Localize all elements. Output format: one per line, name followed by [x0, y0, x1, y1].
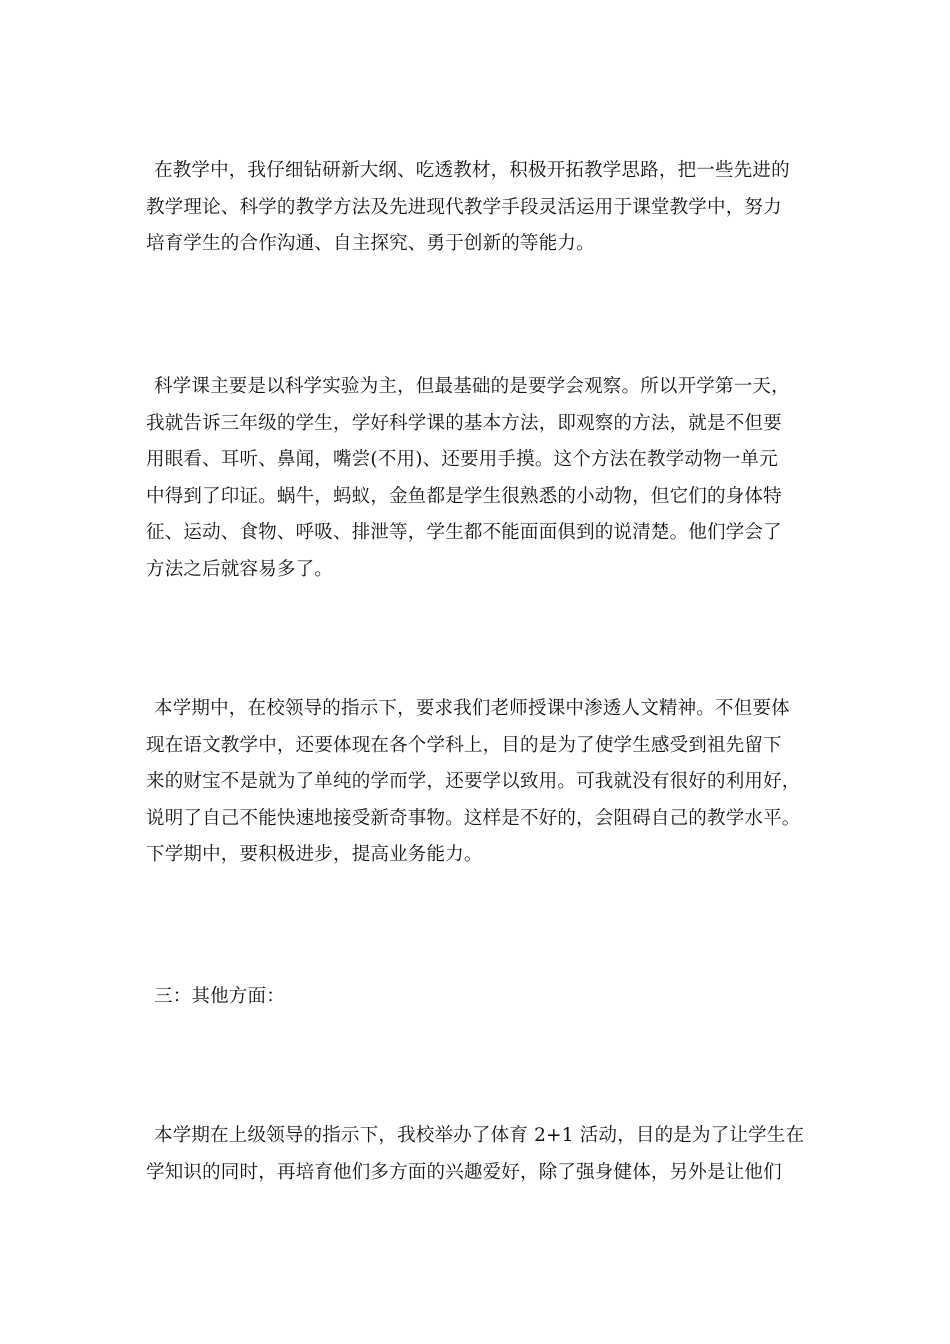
paragraph-science-class [146, 369, 811, 588]
section-heading-other-aspects [146, 979, 811, 1016]
paragraph-line: 现在语文教学中，还要体现在各个学科上，目的是为了使学生感受到祖先留下 [146, 734, 782, 756]
paragraph-line: 教学理论、科学的教学方法及先进现代教学手段灵活运用于课堂教学中，努力 [146, 196, 782, 218]
paragraph-line: 科学课主要是以科学实验为主，但最基础的是要学会观察。所以开学第一天， [154, 376, 790, 397]
paragraph-line: 来的财宝不是就为了单纯的学而学，还要学以致用。可我就没有很好的利用好， [146, 771, 801, 792]
paragraph-line: 本学期中，在校领导的指示下，要求我们老师授课中渗透人文精神。不但要体 [154, 698, 790, 719]
paragraph-line: 我就告诉三年级的学生，学好科学课的基本方法，即观察的方法，就是不但要 [146, 412, 782, 434]
paragraph-line: 培育学生的合作沟通、自主探究、勇于创新的等能力。 [146, 233, 595, 254]
paragraph-humanistic-spirit [146, 691, 811, 874]
paragraph-line: 中得到了印证。蜗牛，蚂蚁，金鱼都是学生很熟悉的小动物，但它们的身体特 [146, 485, 782, 507]
paragraph-line: 学知识的同时，再培育他们多方面的兴趣爱好，除了强身健体，另外是让他们 [146, 1161, 782, 1183]
paragraph-teaching-method [146, 153, 811, 263]
paragraph-line: 本学期在上级领导的指示下，我校举办了体育 2+1 活动，目的是为了让学生在 [154, 1125, 805, 1146]
paragraph-line: 用眼看、耳听、鼻闻，嘴尝(不用)、还要用手摸。这个方法在教学动物一单元 [146, 449, 778, 470]
paragraph-line: 说明了自己不能快速地接受新奇事物。这样是不好的，会阻碍自己的教学水平。 [146, 807, 801, 829]
paragraph-line: 征、运动、食物、呼吸、排泄等，学生都不能面面俱到的说清楚。他们学会了 [146, 522, 782, 543]
paragraph-pe-activity [146, 1118, 811, 1191]
paragraph-line: 在教学中，我仔细钻研新大纲、吃透教材，积极开拓教学思路，把一些先进的 [154, 160, 790, 181]
paragraph-line: 下学期中，要积极进步，提高业务能力。 [146, 844, 483, 865]
section-heading: 三：其他方面： [154, 986, 285, 1007]
paragraph-line: 方法之后就容易多了。 [146, 558, 334, 580]
